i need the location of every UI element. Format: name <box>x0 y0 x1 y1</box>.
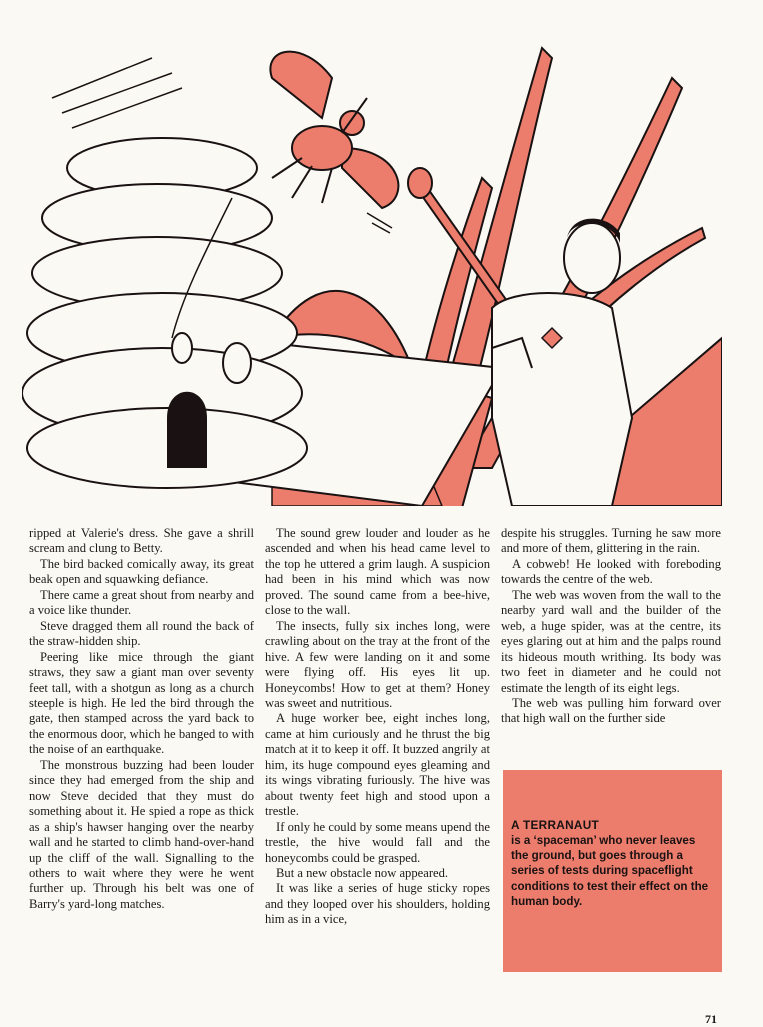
paragraph: The monstrous buzzing had been louder since they had emerged from the ship and now Steve decided that they must do something about it. He spied a rope as thick as a ship's hawser hanging over the nearby wall and he started to climb hand-over-hand up the cliff of the wall. Signalling to the others to wait where they were he went further up. Through his belt was one of Barry's yard-long matches. <box>29 757 254 911</box>
terranaut-figure-icon <box>492 219 632 506</box>
paragraph: A cobweb! He looked with foreboding towards the centre of the web. <box>501 556 721 587</box>
paragraph: ripped at Valerie's dress. She gave a shrill scream and clung to Betty. <box>29 526 254 556</box>
paragraph: The web was woven from the wall to the nearby yard wall and the builder of the web, a huge spider, was at the centre, its eyes glaring out at him and the palps round its hideous mouth writhing. Its body was two feet in diameter and he could not estimate the length of its eight legs. <box>501 587 721 695</box>
beehive-icon <box>22 138 307 488</box>
paragraph: The insects, fully six inches long, were crawling about on the tray at the front of the hive. A few were landing on it and some were flying off. His eyes lit up. Honeycombs! How to get at them? Honey was sweet and nutritious. <box>265 618 490 710</box>
paragraph: The web was pulling him forward over that high wall on the further side <box>501 695 721 726</box>
text-column-1 <box>29 526 254 912</box>
terranaut-info-box <box>503 770 722 972</box>
page-number: 71 <box>705 1012 717 1026</box>
flying-bee-icon <box>270 52 398 208</box>
text-column-2 <box>265 526 490 928</box>
paragraph: Peering like mice through the giant straws, they saw a giant man over seventy feet tall, with a shotgun as long as a church steeple is high. He led the bird through the gate, then stamped across the yard back to the enormous door, which he banged to with the noise of an earthquake. <box>29 649 254 757</box>
paragraph: The bird backed comically away, its great beak open and squawking defiance. <box>29 556 254 587</box>
paragraph: The sound grew louder and louder as he ascended and when his head came level to the top he uttered a grim laugh. A suspicion had been in his mind which was now proved. The sound came from a bee-hive, close to the wall. <box>265 526 490 618</box>
paragraph: If only he could by some means upend the trestle, the hive would fall and the honeycombs could be grasped. <box>265 819 490 865</box>
illustration-panel <box>22 38 722 506</box>
text-column-3 <box>501 526 721 727</box>
paragraph: Steve dragged them all round the back of the straw-hidden ship. <box>29 618 254 649</box>
info-box-title: A TERRANAUT <box>511 818 600 832</box>
paragraph: It was like a series of huge sticky ropes and they looped over his shoulders, holding him as in a vice, <box>265 881 490 927</box>
paragraph: But a new obstacle now appeared. <box>276 865 449 880</box>
info-box-body: is a ‘spaceman’ who never leaves the ground, but goes through a series of tests during spaceflight conditions to test their effect on the human body. <box>511 834 709 908</box>
paragraph: despite his struggles. Turning he saw more and more of them, glittering in the rain. <box>501 526 721 556</box>
paragraph: There came a great shout from nearby and a voice like thunder. <box>29 587 254 618</box>
paragraph: A huge worker bee, eight inches long, came at him curiously and he thrust the big match at it to keep it off. It buzzed angrily at him, its huge compound eyes gleaming and its wings vibrating furiously. The hive was about twenty feet high and stood upon a trestle. <box>265 711 490 819</box>
comic-panel-bees-hive-terranaut-icon <box>22 38 722 506</box>
